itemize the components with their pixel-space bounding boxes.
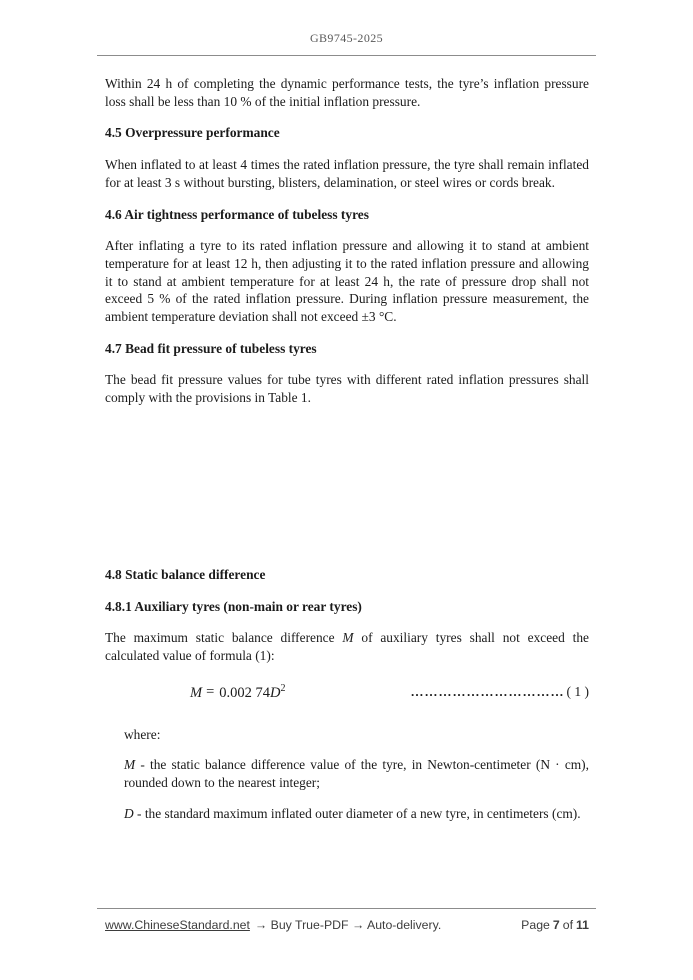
where-label: where: <box>124 727 161 743</box>
footer-left <box>105 918 441 932</box>
heading-4-6: 4.6 Air tightness performance of tubeless tyres <box>105 206 369 222</box>
paragraph-4-8-1-text-a: The maximum static balance difference <box>105 630 343 646</box>
empty-table-area <box>105 421 589 566</box>
variable-m: M <box>342 630 354 646</box>
footer-tagline: → Buy True-PDF → Auto-delivery. <box>254 918 442 932</box>
page-header <box>0 0 693 56</box>
definition-m <box>105 756 589 791</box>
definition-m-text: - the static balance difference value of the tyre, in Newton-centimeter (N · cm), rounded down to the nearest integer; <box>124 757 589 790</box>
paragraph-4-7: The bead fit pressure values for tube tyres with different rated inflation pressures shall comply with the provisions in Table 1. <box>105 372 589 406</box>
site-link[interactable]: www.ChineseStandard.net <box>105 918 250 932</box>
formula-1 <box>105 679 589 703</box>
formula-variable-m: M <box>190 684 203 701</box>
paragraph-4-8-1-text-b: of auxiliary tyres shall not exceed the calculated value of formula (1): <box>105 630 589 663</box>
definition-variable-m: M <box>124 757 136 773</box>
paragraph-4-6: After inflating a tyre to its rated inflation pressure and allowing it to stand at ambient temperature for at least 12 h, then adjusting it to the rated inflation pressure and allowing it to stand at ambient temperature for at least 24 h, the rate of pressure drop shall not exceed 5 % of the rated inflation pressure. During inflation pressure measurement, the ambient temperature deviation shall not exceed ±3 °C. <box>105 238 589 325</box>
paragraph-4-5: When inflated to at least 4 times the rated inflation pressure, the tyre shall remain inflated for at least 3 s without bursting, blisters, delamination, or steel wires or cords break. <box>105 157 589 190</box>
footer-row <box>0 909 693 932</box>
paragraph-4-8-1 <box>105 629 589 664</box>
formula-reference <box>411 682 590 702</box>
dot-leader: …………………………… <box>410 684 565 700</box>
total-page-number: 11 <box>576 918 589 932</box>
definition-d-text: - the standard maximum inflated outer diameter of a new tyre, in centimeters (cm). <box>133 805 581 821</box>
equals-sign: = <box>206 684 215 701</box>
page-label: Page <box>521 918 550 932</box>
formula-number: ( 1 ) <box>566 684 589 700</box>
formula-variable-d: D <box>270 684 281 701</box>
heading-4-7: 4.7 Bead fit pressure of tubeless tyres <box>105 340 317 356</box>
of-label: of <box>562 918 573 932</box>
formula-expression <box>190 679 286 703</box>
heading-4-8: 4.8 Static balance difference <box>105 566 266 582</box>
current-page-number: 7 <box>552 918 560 932</box>
heading-4-5: 4.5 Overpressure performance <box>105 125 280 141</box>
page-indicator <box>518 918 589 932</box>
formula-exponent: 2 <box>280 682 286 694</box>
page-body <box>0 56 693 822</box>
heading-4-8-1: 4.8.1 Auxiliary tyres (non-main or rear tyres) <box>105 598 362 614</box>
page-footer <box>0 908 693 932</box>
definition-d <box>105 805 589 823</box>
paragraph-pressure-loss: Within 24 h of completing the dynamic performance tests, the tyre’s inflation pressure loss shall be less than 10 % of the initial inflation pressure. <box>105 76 589 109</box>
definition-variable-d: D <box>124 805 134 821</box>
doc-number: GB9745-2025 <box>309 31 384 45</box>
formula-coefficient: 0.002 74 <box>219 684 271 701</box>
